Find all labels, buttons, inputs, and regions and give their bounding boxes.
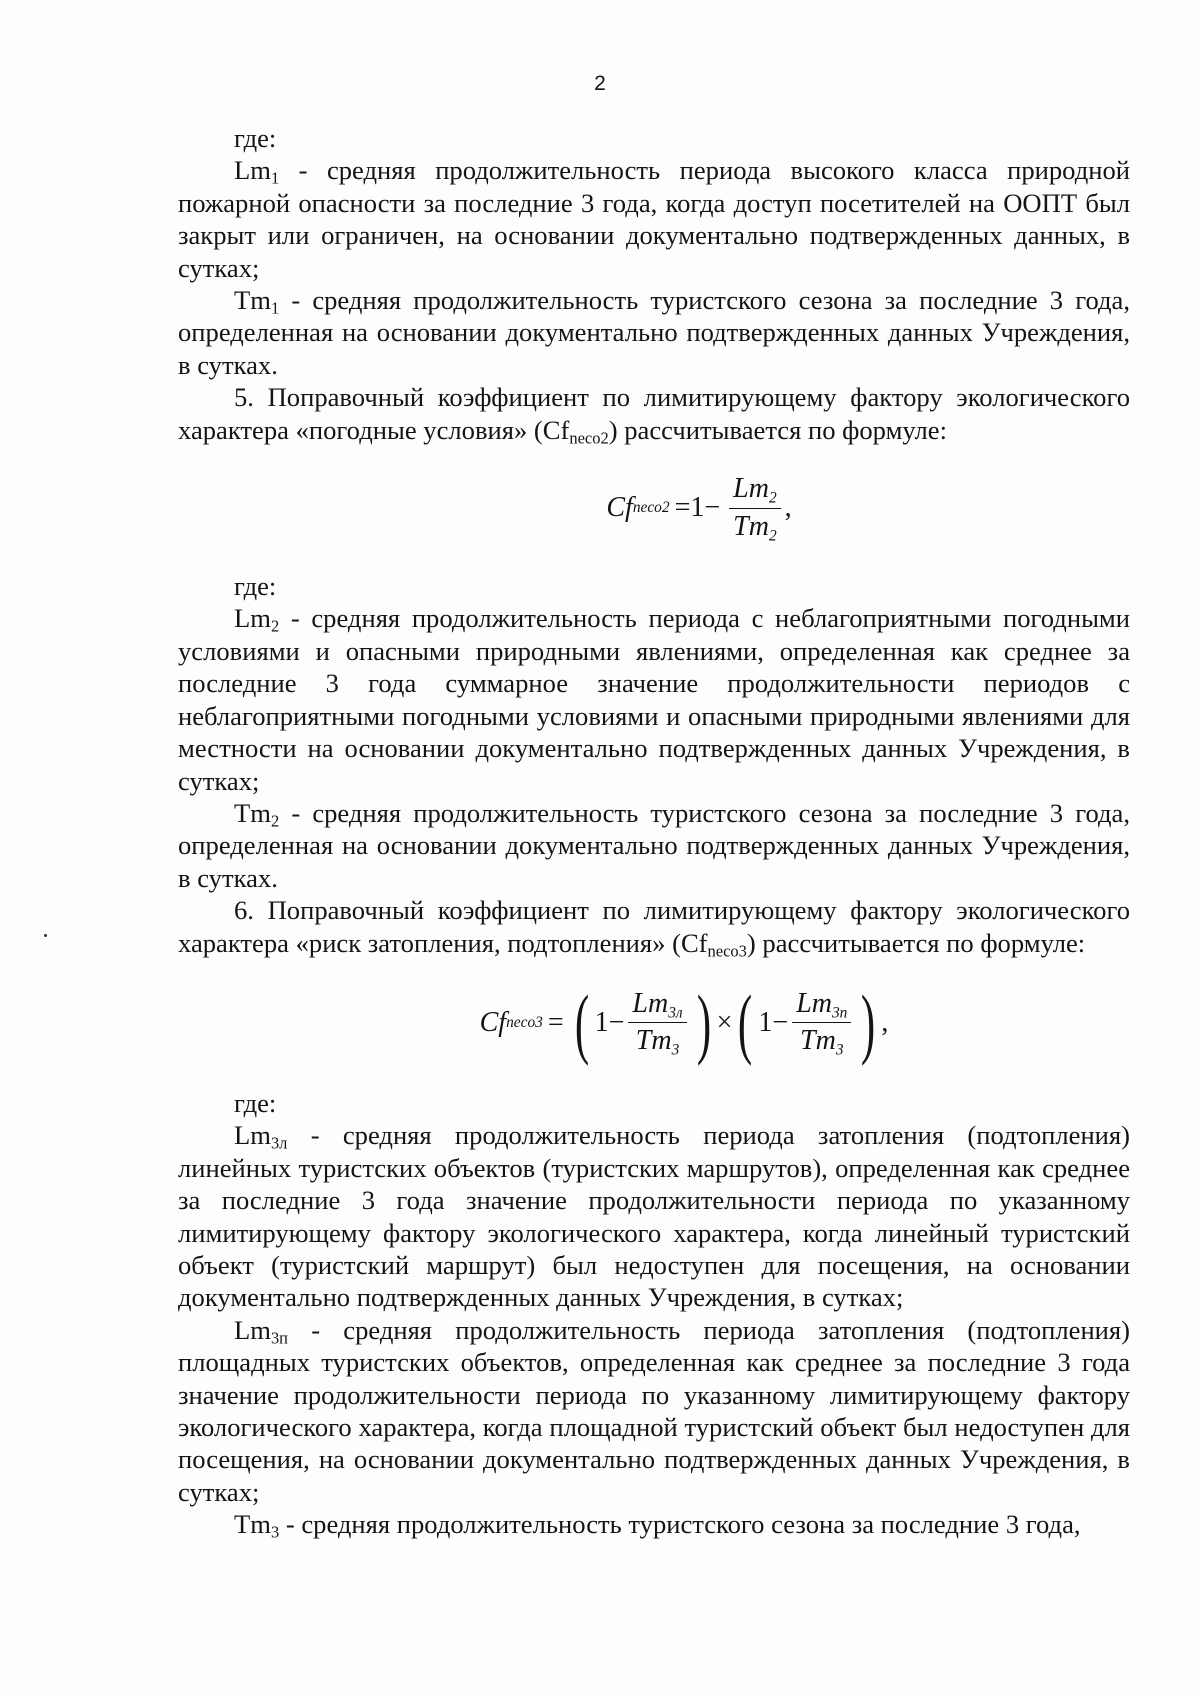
- document-body: [178, 122, 1130, 1541]
- definition-tm2: $Tm_2$ - средняя продолжительность туристского сезона за последние 3 года, определенная на основании документально подтвержденных данных Учреждения, в сутках.: [178, 797, 1130, 893]
- where-label: где:: [234, 1087, 277, 1118]
- scan-speck: [44, 934, 47, 937]
- formula-cf-neco3: Cf neco3 = ( 1− $\frac{Lm3л}{Tm3}$ ) × ( 1− $\frac{Lm3п}{Tm3}$ ) ,: [479, 978, 889, 1066]
- definition-tm3: $Tm_3$ - средняя продолжительность туристского сезона за последние 3 года,: [234, 1509, 1081, 1542]
- definition-lm3p: $Lm_{3п}$ - средняя продолжительность периода затопления (подтопления) площадных туристских объектов, определенная как среднее за последние 3 года значение продолжительности периода по указанному лимитирующему фактору экологического характера, когда площадной туристский объект был недоступен для посещения, на основании документально подтвержденных данных Учреждения, в сутках;: [178, 1314, 1130, 1507]
- fraction-lm3p-tm3: $\frac{Lm3п}{Tm3}$: [792, 989, 851, 1058]
- definition-lm1: $Lm_1$ - средняя продолжительность периода высокого класса природной пожарной опасности за последние 3 года, когда доступ посетителей на ООПТ был закрыт или ограничен, на основании документально подтвержденных данных, в сутках;: [178, 155, 1130, 283]
- page-number: 2: [594, 72, 606, 95]
- item-6-paragraph: 6. Поправочный коэффициент по лимитирующему фактору экологического характера «риск затопления, подтопления» $(Cf_{neco3})$ рассчитывается по формуле:: [178, 895, 1130, 961]
- formula-cf-neco2: Cf neco2 =1− $\frac{Lm2}{Tm2}$ ,: [606, 472, 792, 544]
- definition-lm3l: $Lm_{3л}$ - средняя продолжительность периода затопления (подтопления) линейных туристских объектов (туристских маршрутов), определенная как среднее за последние 3 года значение продолжительности периода по указанному лимитирующему фактору экологического характера, когда линейный туристский объект (туристский маршрут) был недоступен для посещения, на основании документально подтвержденных данных Учреждения, в сутках;: [178, 1120, 1130, 1313]
- fraction-lm3l-tm3: $\frac{Lm3л}{Tm3}$: [628, 989, 686, 1058]
- where-label: где:: [234, 571, 277, 602]
- where-label: где:: [234, 123, 277, 153]
- definition-tm1: $Tm_1$ - средняя продолжительность туристского сезона за последние 3 года, определенная на основании документально подтвержденных данных Учреждения, в сутках.: [178, 285, 1130, 380]
- fraction-lm2-tm2: $\frac{Lm2}{Tm2}$: [729, 474, 781, 543]
- item-5-paragraph: 5. Поправочный коэффициент по лимитирующему фактору экологического характера «погодные условия» $(Cf_{neco2})$ рассчитывается по формуле:: [178, 382, 1130, 448]
- definition-lm2: $Lm_2$ - средняя продолжительность периода с неблагоприятными погодными условиями и опасными природными явлениями, определенная как среднее за последние 3 года суммарное значение продолжительности периодов с неблагоприятными погодными условиями и опасными природными явлениями для местности на основании документально подтвержденных данных Учреждения, в сутках;: [178, 603, 1130, 796]
